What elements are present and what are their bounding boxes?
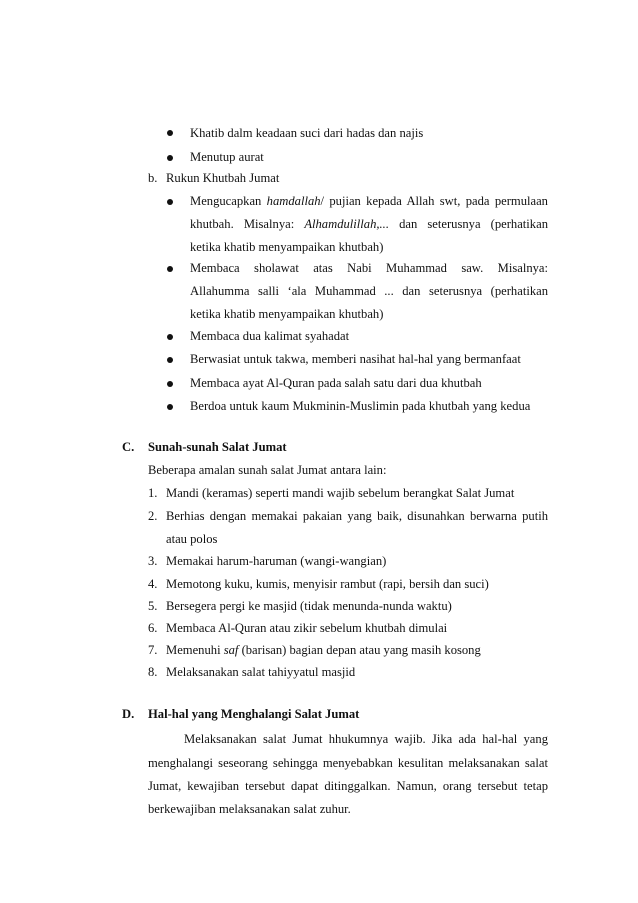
list-number: 8. xyxy=(148,665,158,679)
list-item-line: Membaca sholawat atas Nabi Muhammad saw. Misalnya: xyxy=(190,261,548,275)
list-item-line: khutbah. Misalnya: Alhamdulillah,... dan seterusnya (perhatikan xyxy=(190,217,548,231)
list-item-line: atau polos xyxy=(166,532,218,546)
bullet-icon xyxy=(167,404,173,410)
list-item: Memotong kuku, kumis, menyisir rambut (rapi, bersih dan suci) xyxy=(166,577,489,591)
list-number: 5. xyxy=(148,599,158,613)
paragraph-line: berkewajiban melaksanakan salat zuhur. xyxy=(148,802,351,816)
list-item-line: Mengucapkan hamdallah/ pujian kepada Allah swt, pada permulaan xyxy=(190,194,548,208)
list-item: Khatib dalm keadaan suci dari hadas dan najis xyxy=(190,126,424,140)
list-item: Berwasiat untuk takwa, memberi nasihat hal-hal yang bermanfaat xyxy=(190,352,521,366)
paragraph-line: Jumat, kewajiban tersebut dapat ditinggalkan. Namun, orang tersebut tetap xyxy=(148,779,548,793)
list-item-line: Allahumma salli ‘ala Muhammad ... dan seterusnya (perhatikan xyxy=(190,284,548,298)
list-item-line: ketika khatib menyampaikan khutbah) xyxy=(190,307,384,321)
list-item: Bersegera pergi ke masjid (tidak menunda-nunda waktu) xyxy=(166,599,452,613)
list-number: 4. xyxy=(148,577,158,591)
bullet-icon xyxy=(167,357,173,363)
paragraph-line: Melaksanakan salat Jumat hhukumnya wajib. Jika ada hal-hal yang xyxy=(184,732,548,746)
list-item-line: Berhias dengan memakai pakaian yang baik, disunahkan berwarna putih xyxy=(166,509,548,523)
section-marker: D. xyxy=(122,707,135,721)
list-item: Menutup aurat xyxy=(190,150,264,164)
list-number: 6. xyxy=(148,621,158,635)
list-item: Membaca ayat Al-Quran pada salah satu dari dua khutbah xyxy=(190,376,482,390)
section-heading: Hal-hal yang Menghalangi Salat Jumat xyxy=(148,707,360,721)
list-item: Memakai harum-haruman (wangi-wangian) xyxy=(166,554,387,568)
section-intro: Beberapa amalan sunah salat Jumat antara lain: xyxy=(148,463,387,477)
list-item: Membaca dua kalimat syahadat xyxy=(190,329,350,343)
list-number: 7. xyxy=(148,643,158,657)
section-marker: C. xyxy=(122,440,135,454)
list-item-line: ketika khatib menyampaikan khutbah) xyxy=(190,240,384,254)
section-marker: b. xyxy=(148,171,158,185)
bullet-icon xyxy=(167,155,173,161)
list-number: 1. xyxy=(148,486,158,500)
paragraph-line: menghalangi seseorang sehingga menyebabkan kesulitan melaksanakan salat xyxy=(148,756,548,770)
section-title: Rukun Khutbah Jumat xyxy=(166,171,280,185)
bullet-icon xyxy=(167,130,173,136)
bullet-icon xyxy=(167,334,173,340)
list-number: 3. xyxy=(148,554,158,568)
list-item: Berdoa untuk kaum Mukminin-Muslimin pada khutbah yang kedua xyxy=(190,399,531,413)
list-item: Memenuhi saf (barisan) bagian depan atau yang masih kosong xyxy=(166,643,481,657)
list-number: 2. xyxy=(148,509,158,523)
list-item: Membaca Al-Quran atau zikir sebelum khutbah dimulai xyxy=(166,621,448,635)
list-item: Mandi (keramas) seperti mandi wajib sebelum berangkat Salat Jumat xyxy=(166,486,515,500)
bullet-icon xyxy=(167,381,173,387)
bullet-icon xyxy=(167,199,173,205)
section-heading: Sunah-sunah Salat Jumat xyxy=(148,440,287,454)
list-item: Melaksanakan salat tahiyyatul masjid xyxy=(166,665,356,679)
bullet-icon xyxy=(167,266,173,272)
